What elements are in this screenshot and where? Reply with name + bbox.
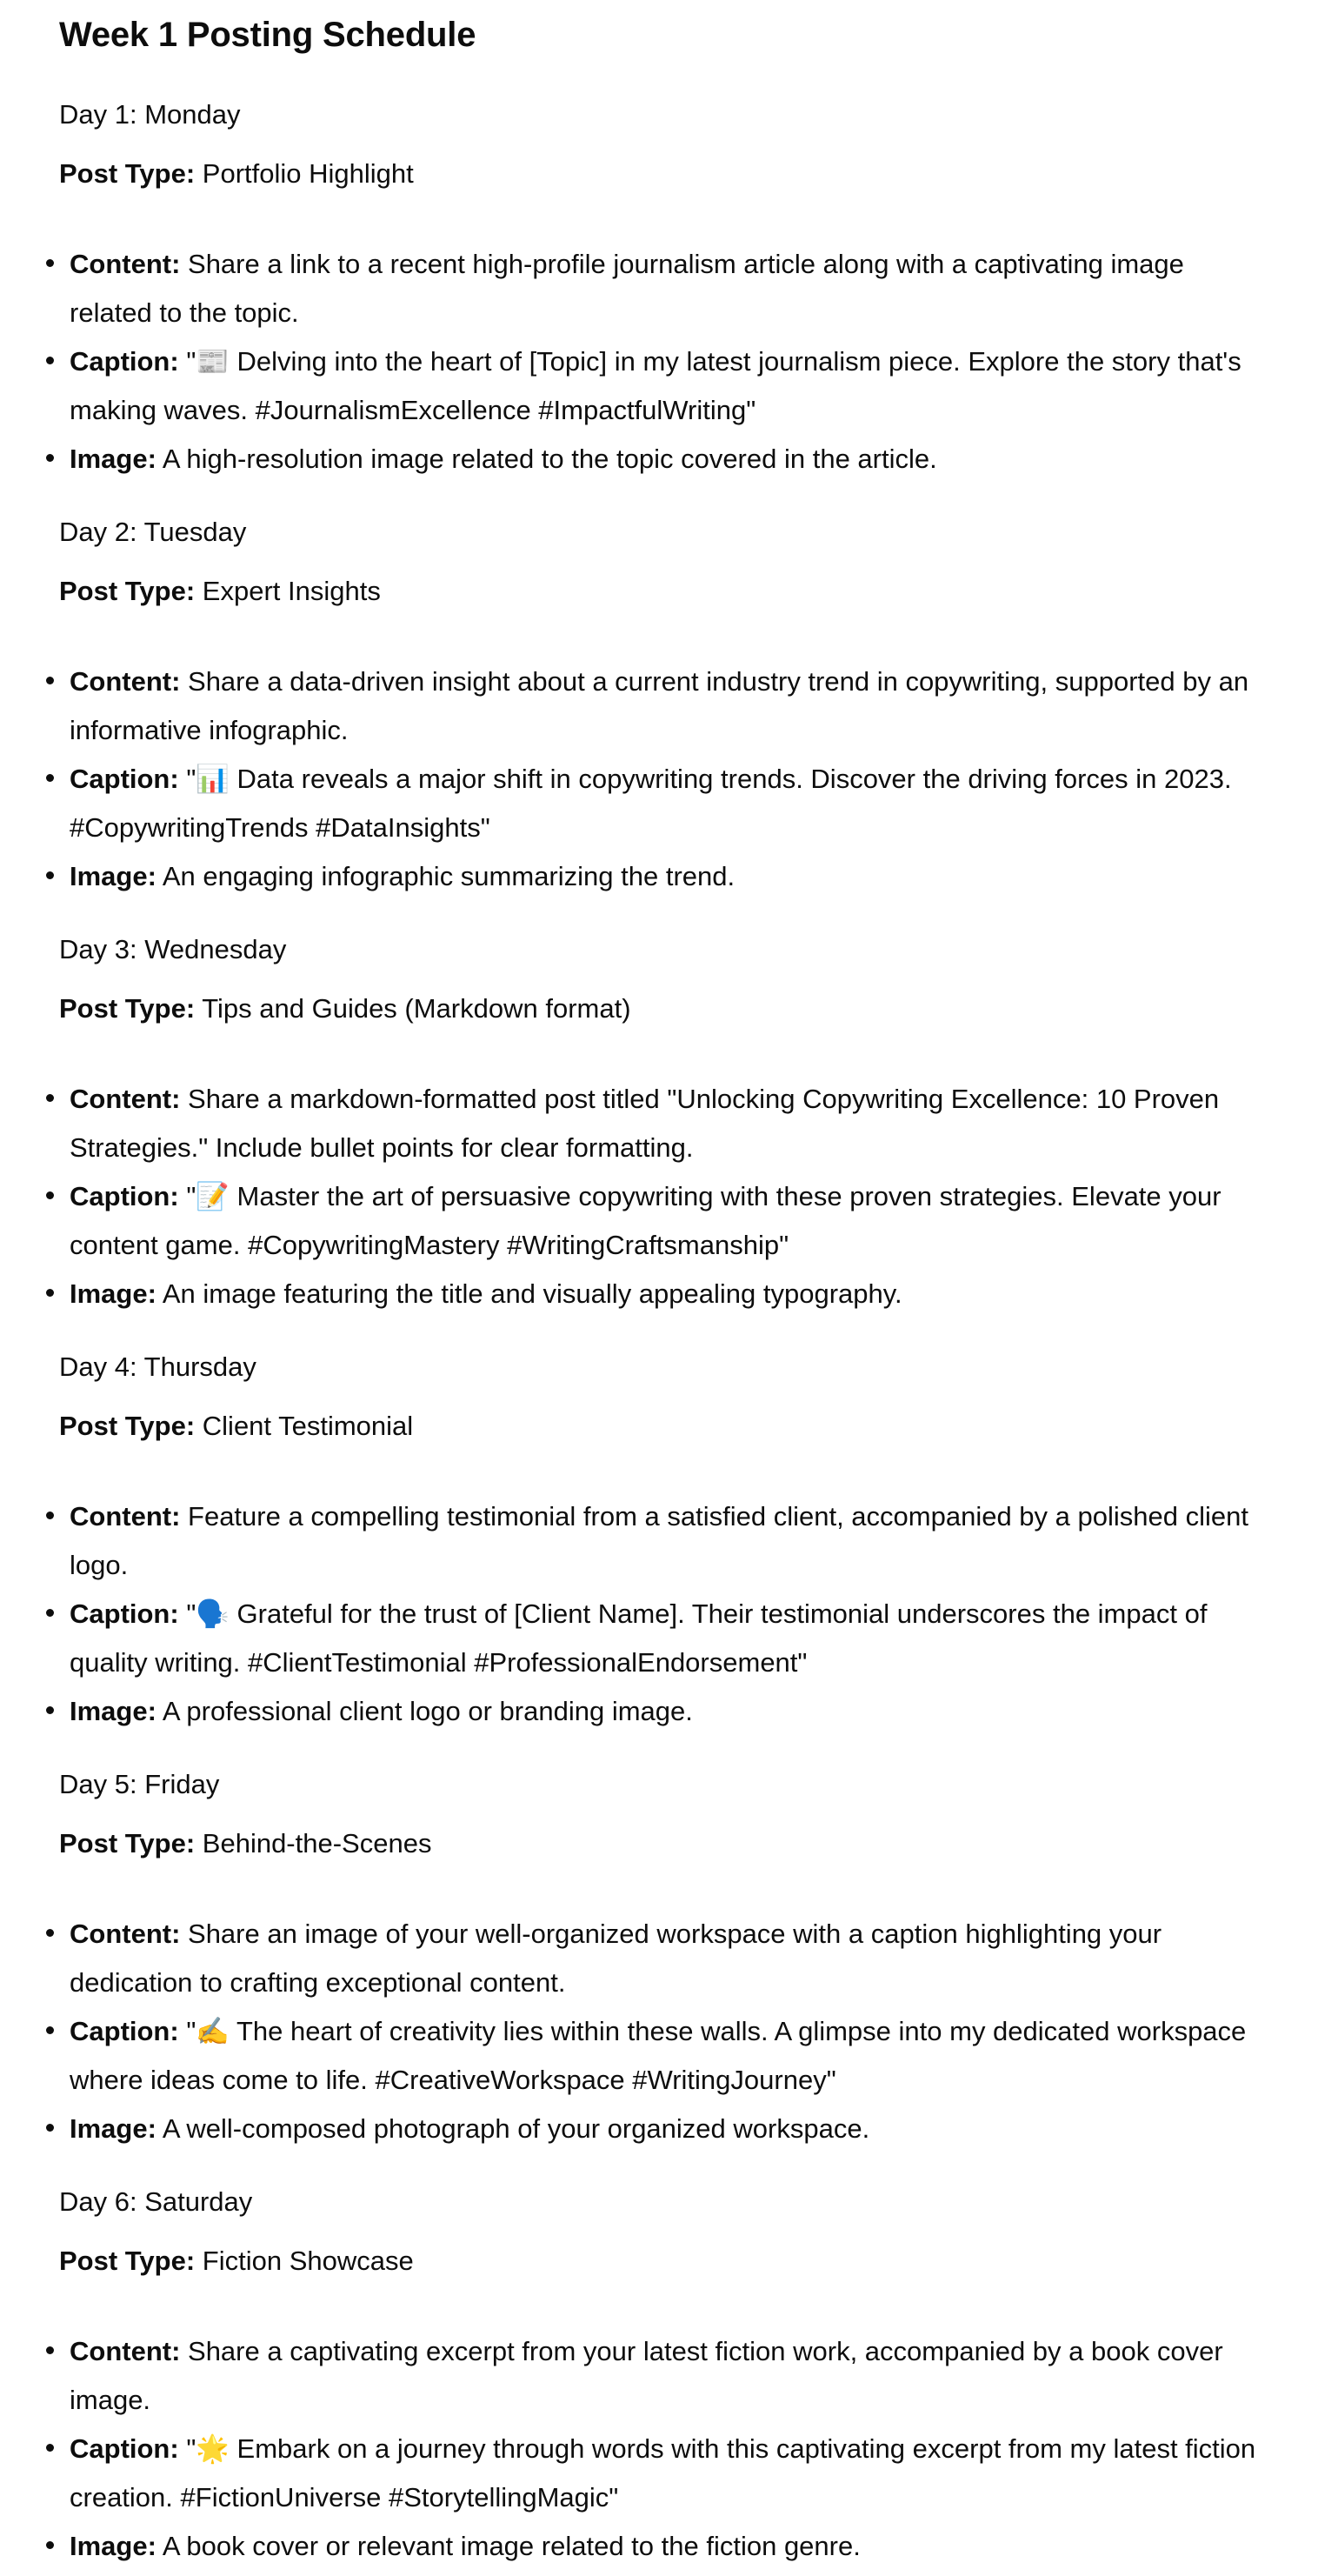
content-text: Share a data-driven insight about a current industry trend in copywriting, supported by an informative infographic. [70,666,1249,745]
bullet-icon [46,1289,54,1297]
post-type-label: Post Type: [59,1828,196,1859]
image-text: A high-resolution image related to the topic covered in the article. [156,444,937,474]
post-type-label: Post Type: [59,158,196,189]
day-heading: Day 1: Monday [59,99,241,130]
bullet-icon [46,1094,54,1102]
caption-text: "🗣️ Grateful for the trust of [Client Name]. Their testimonial underscores the impact of quality writing. #ClientTestimonial #ProfessionalEndorsement" [70,1598,1208,1678]
list-item [0,1590,1269,1687]
content-label: Content: [70,249,181,279]
image-label: Image: [70,444,156,474]
bullet-icon [46,357,54,364]
list-item [0,852,1269,901]
list-item [0,1910,1269,2007]
bullet-icon [46,2541,54,2549]
content-label: Content: [70,1919,181,1949]
post-type-value: Behind-the-Scenes [195,1828,432,1859]
list-item [0,1492,1269,1590]
content-label: Content: [70,2336,181,2366]
post-details-list [0,2327,1269,2571]
list-item [0,337,1269,435]
post-details-list [0,1492,1269,1736]
day-heading: Day 4: Thursday [59,1351,256,1382]
content-text: Share a link to a recent high-profile journalism article along with a captivating image related to the topic. [70,249,1184,328]
day-heading: Day 5: Friday [59,1769,220,1799]
image-text: A well-composed photograph of your organized workspace. [156,2113,870,2144]
caption-text: "✍️ The heart of creativity lies within these walls. A glimpse into my dedicated workspace where ideas come to life. #CreativeWorkspace #WritingJourney" [70,2016,1247,2095]
post-type-label: Post Type: [59,993,196,1024]
caption-label: Caption: [70,764,179,794]
image-label: Image: [70,2531,156,2561]
image-text: An engaging infographic summarizing the trend. [156,861,736,891]
list-item [0,657,1269,755]
bullet-icon [46,774,54,782]
post-details-list [0,1910,1269,2153]
bullet-icon [46,1512,54,1519]
image-text: An image featuring the title and visually appealing typography. [156,1278,902,1309]
caption-label: Caption: [70,346,179,377]
bullet-icon [46,871,54,879]
bullet-icon [46,2444,54,2452]
day-heading: Day 3: Wednesday [59,934,287,964]
post-type-value: Tips and Guides (Markdown format) [195,993,631,1024]
post-type [59,990,631,1028]
list-item [0,1172,1269,1270]
post-type-value: Portfolio Highlight [195,158,414,189]
content-label: Content: [70,1084,181,1114]
image-label: Image: [70,861,156,891]
caption-text: "📊 Data reveals a major shift in copywriting trends. Discover the driving forces in 2023. #CopywritingTrends #DataInsights" [70,764,1232,843]
post-type [59,1825,431,1863]
list-item [0,2327,1269,2425]
list-item [0,2425,1269,2522]
list-item [0,1075,1269,1172]
caption-text: "📰 Delving into the heart of [Topic] in my latest journalism piece. Explore the story that's making waves. #JournalismExcellence #ImpactfulWriting" [70,346,1241,425]
day-heading: Day 2: Tuesday [59,517,247,547]
caption-text: "🌟 Embark on a journey through words with this captivating excerpt from my latest fiction creation. #FictionUniverse #StorytellingMagic" [70,2433,1256,2513]
list-item [0,240,1269,337]
post-type [59,1407,413,1445]
list-item [0,2105,1269,2153]
post-type-label: Post Type: [59,1411,196,1441]
content-text: Feature a compelling testimonial from a satisfied client, accompanied by a polished client logo. [70,1501,1248,1580]
image-label: Image: [70,1696,156,1726]
caption-label: Caption: [70,2016,179,2046]
post-details-list [0,240,1269,484]
bullet-icon [46,1191,54,1199]
caption-label: Caption: [70,1598,179,1629]
content-text: Share a markdown-formatted post titled "Unlocking Copywriting Excellence: 10 Proven Strategies." Include bullet points for clear formatting. [70,1084,1220,1163]
caption-text: "📝 Master the art of persuasive copywriting with these proven strategies. Elevate your content game. #CopywritingMastery #WritingCraftsmanship" [70,1181,1221,1260]
list-item [0,1687,1269,1736]
day-heading: Day 6: Saturday [59,2186,253,2217]
caption-label: Caption: [70,2433,179,2464]
content-label: Content: [70,1501,181,1532]
post-type-label: Post Type: [59,2246,196,2276]
list-item [0,435,1269,484]
document-title: Week 1 Posting Schedule [59,16,476,54]
post-type [59,155,414,193]
post-type [59,572,381,611]
bullet-icon [46,1929,54,1937]
post-type-value: Expert Insights [195,576,381,606]
image-text: A professional client logo or branding image. [156,1696,693,1726]
bullet-icon [46,2026,54,2034]
image-label: Image: [70,1278,156,1309]
content-text: Share a captivating excerpt from your latest fiction work, accompanied by a book cover image. [70,2336,1223,2415]
image-text: A book cover or relevant image related to the fiction genre. [156,2531,861,2561]
bullet-icon [46,2346,54,2354]
post-details-list [0,1075,1269,1318]
bullet-icon [46,677,54,684]
post-type-label: Post Type: [59,576,196,606]
list-item [0,1270,1269,1318]
bullet-icon [46,1609,54,1617]
bullet-icon [46,1706,54,1714]
content-text: Share an image of your well-organized workspace with a caption highlighting your dedication to crafting exceptional content. [70,1919,1162,1998]
post-details-list [0,657,1269,901]
caption-label: Caption: [70,1181,179,1211]
list-item [0,2522,1269,2571]
image-label: Image: [70,2113,156,2144]
post-type-value: Fiction Showcase [195,2246,414,2276]
bullet-icon [46,259,54,267]
content-label: Content: [70,666,181,697]
list-item [0,755,1269,852]
bullet-icon [46,2124,54,2132]
list-item [0,2007,1269,2105]
post-type [59,2242,414,2280]
bullet-icon [46,454,54,462]
post-type-value: Client Testimonial [195,1411,414,1441]
